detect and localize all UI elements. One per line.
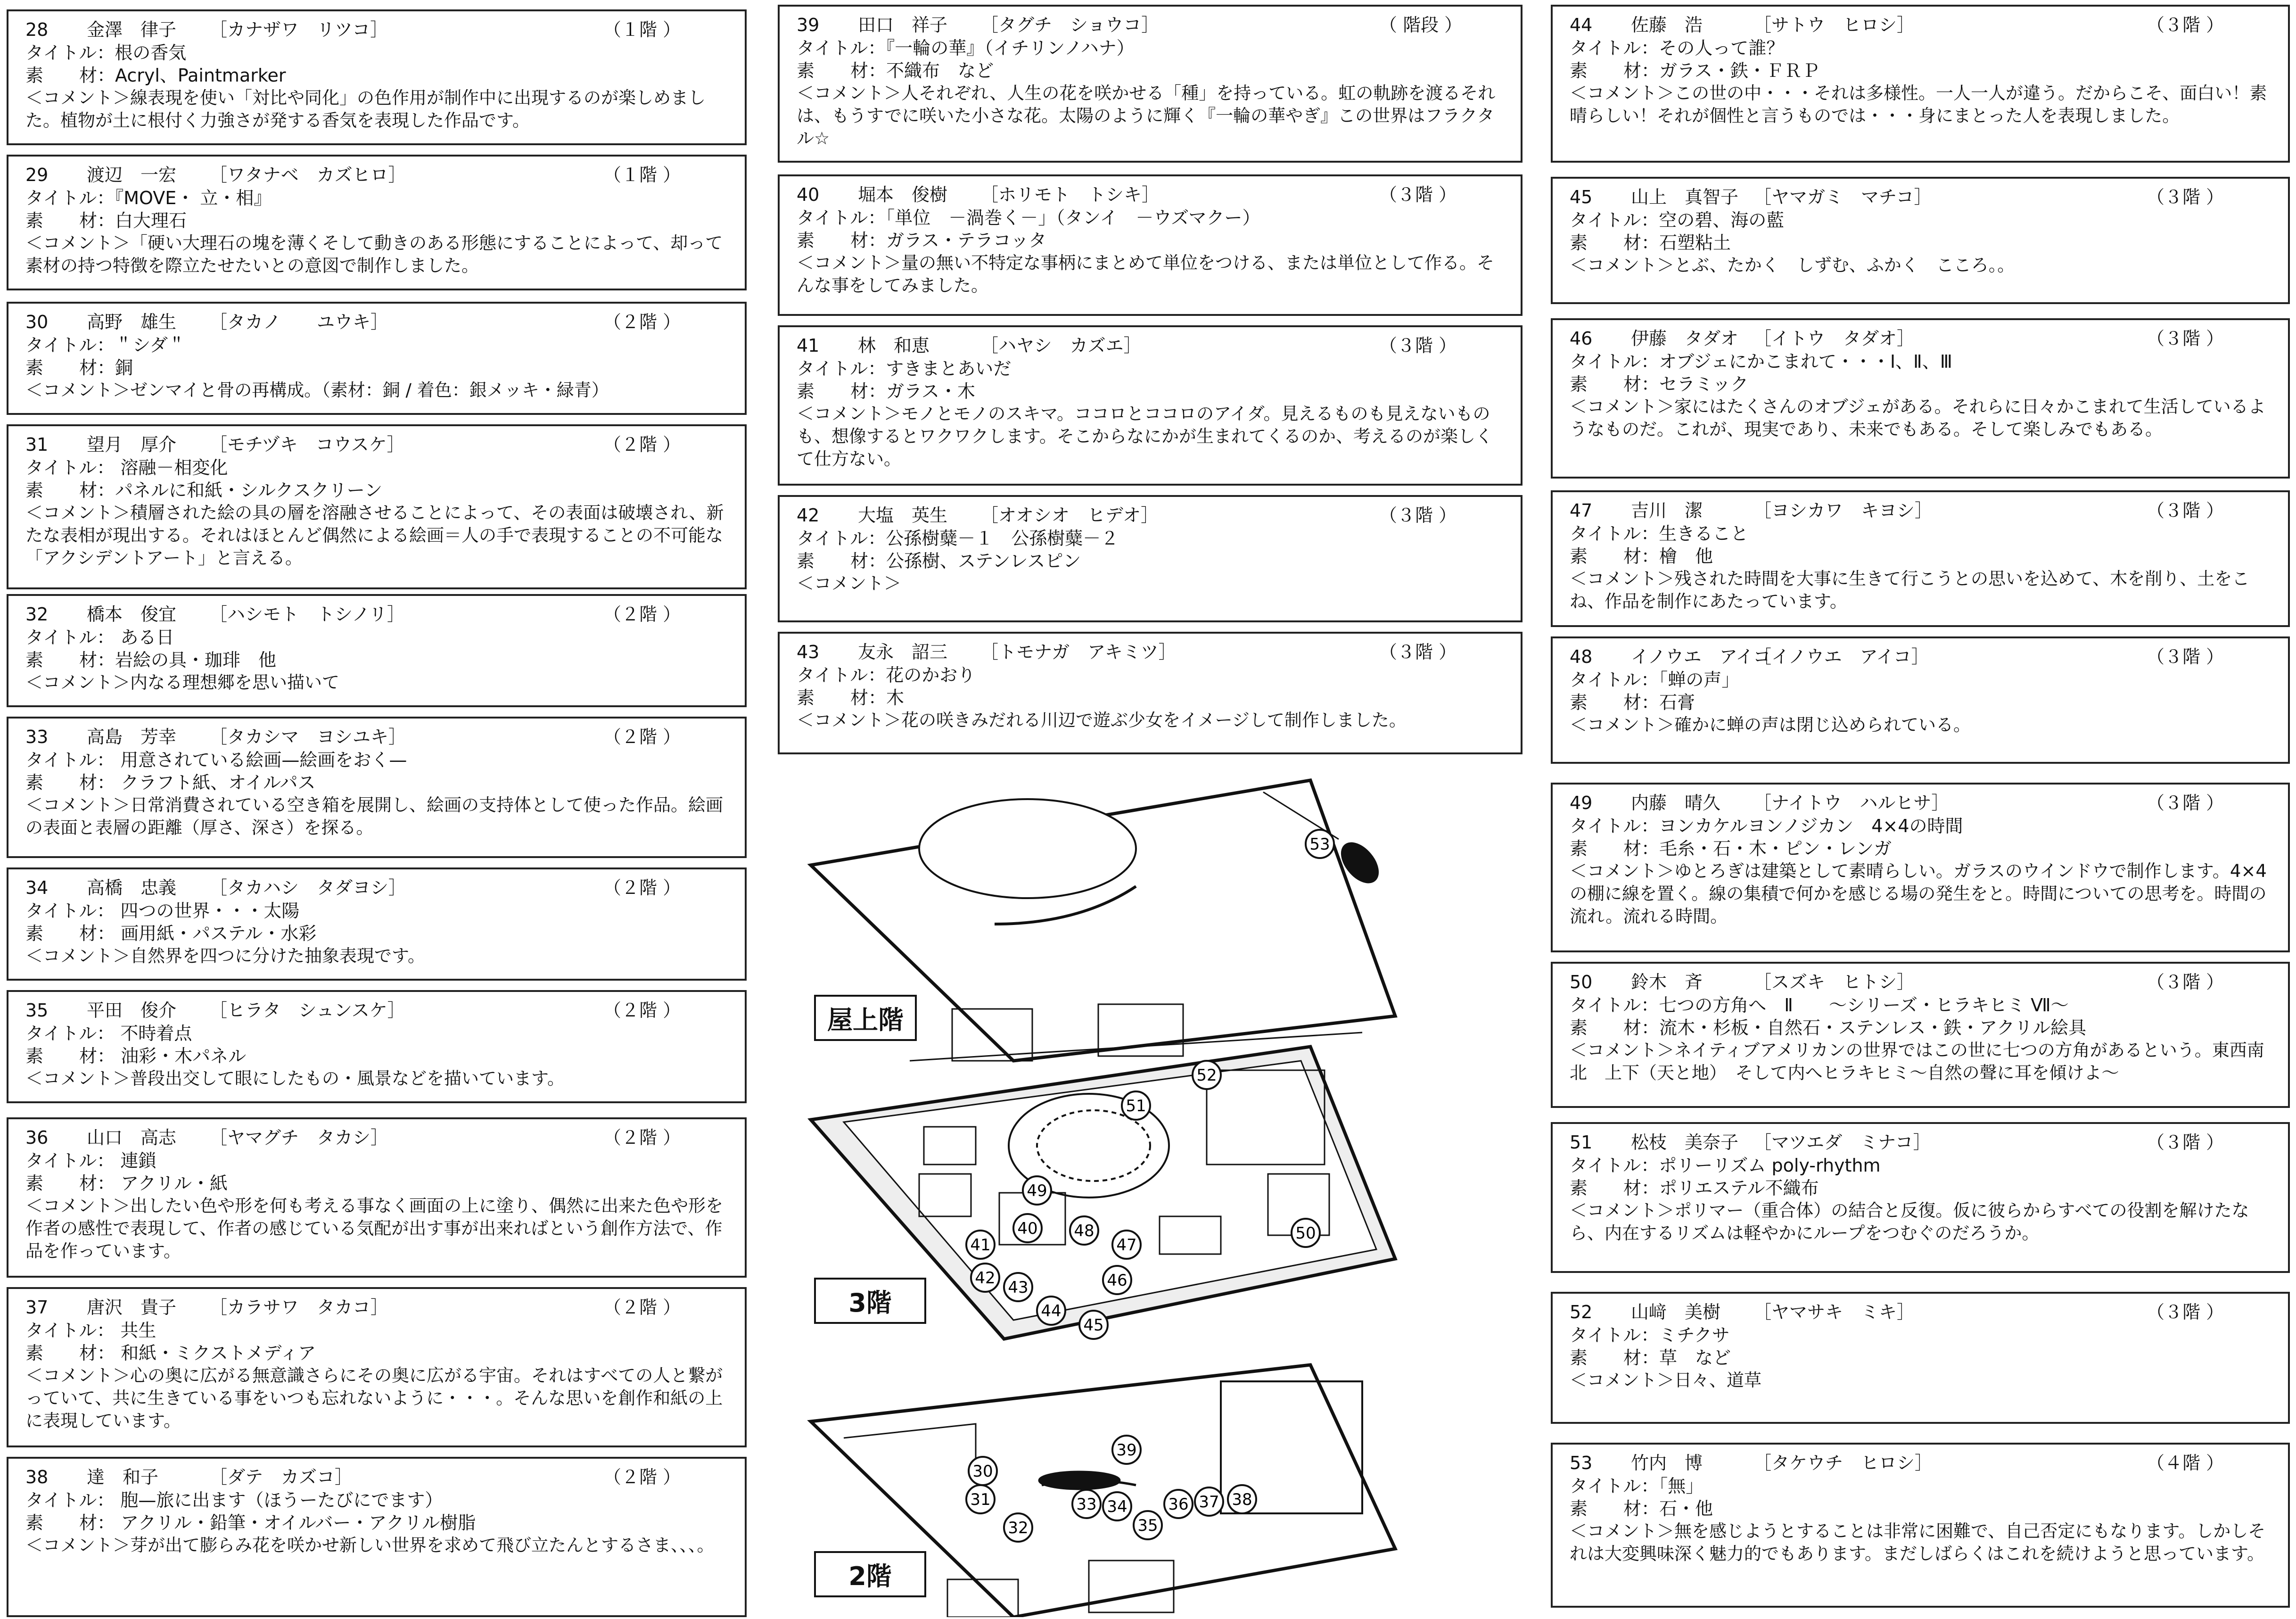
artist-entry-43	[778, 632, 1522, 754]
entry-header	[1570, 970, 2274, 994]
work-material: 素 材：ガラス・テラコッタ	[797, 230, 1047, 251]
artist-kana: ［サトウ ヒロシ］	[1753, 15, 1915, 35]
work-comment: ＜コメント＞ゼンマイと骨の再構成。（素材：銅 / 着色：銀メッキ・緑青）	[25, 380, 609, 400]
entry-header	[797, 183, 1506, 207]
artist-kana: ［スズキ ヒトシ］	[1753, 972, 1915, 992]
entry-number: 47	[1570, 500, 1593, 521]
artist-kana: ［ワタナベ カズヒロ］	[209, 165, 406, 185]
floor-label: （２階 ）	[603, 1127, 681, 1148]
work-material: 素 材： 油彩・木パネル	[25, 1046, 247, 1066]
map-marker-label-46: 46	[1107, 1271, 1127, 1290]
work-comment: ＜コメント＞普段出交して眼にしたもの・風景などを描いています。	[25, 1068, 565, 1089]
work-material: 素 材：公孫樹、ステンレスピン	[797, 551, 1081, 571]
entry-number: 50	[1570, 972, 1593, 992]
work-comment: ＜コメント＞量の無い不特定な事柄にまとめて単位をつける、または単位として作る。そんな事をしてみました。	[797, 253, 1494, 296]
work-title: タイトル： 四つの世界・・・太陽	[25, 900, 300, 921]
floor-label: （２階 ）	[603, 434, 681, 455]
work-material: 素 材：不織布 など	[797, 60, 994, 81]
artist-name: 友永 詔三	[858, 642, 948, 662]
work-title: タイトル： 共生	[25, 1320, 156, 1341]
artist-entry-31	[7, 424, 747, 589]
artist-name: 金澤 律子	[87, 19, 177, 40]
work-title: タイトル：ポリーリズム poly-rhythm	[1570, 1155, 1881, 1176]
artist-name: 佐藤 浩	[1631, 15, 1703, 35]
entry-number: 52	[1570, 1302, 1593, 1322]
map-marker-label-49: 49	[1027, 1181, 1047, 1200]
work-comment: ＜コメント＞積層された絵の具の層を溶融させることによって、その表面は破壊され、新たな表相が現出する。それはほとんど偶然による絵画＝人の手で表現することの不可能な「アクシデントアート」と言える。	[25, 503, 724, 568]
work-comment: ＜コメント＞無を感じようとすることは非常に困難で、自己否定にもなります。しかしそれは大変興味深く魅力的でもあります。まだしばらくはこれを続けようと思っています。	[1570, 1521, 2266, 1564]
entry-number: 34	[25, 877, 49, 898]
floor-label: （３階 ）	[1379, 335, 1457, 356]
entry-number: 30	[25, 312, 49, 332]
floor-label: （３階 ）	[2147, 646, 2224, 667]
entry-header	[1570, 645, 2274, 669]
work-comment: ＜コメント＞とぶ、たかく しずむ、ふかく こころ。。	[1570, 255, 2015, 275]
artist-name: 橋本 俊宜	[87, 604, 177, 625]
artist-name: 竹内 博	[1631, 1453, 1703, 1473]
entry-header	[25, 163, 731, 187]
map-marker-label-38: 38	[1232, 1490, 1252, 1509]
work-title: タイトル：『MOVE・ 立・相』	[25, 188, 272, 208]
work-material: 素 材：木	[797, 687, 905, 708]
floor-label: （３階 ）	[2147, 1132, 2224, 1153]
map-marker-label-36: 36	[1168, 1495, 1189, 1514]
entry-number: 43	[797, 642, 820, 662]
floor-label: （１階 ）	[603, 165, 681, 185]
artist-entry-38	[7, 1457, 747, 1617]
work-comment: ＜コメント＞ポリマー（重合体）の結合と反復。仮に彼らからすべての役割を解けたなら、内在するリズムは軽やかにループをつむぐのだろうか。	[1570, 1200, 2249, 1243]
artist-kana: ［モチヅキ コウスケ］	[209, 434, 405, 455]
artist-kana: ［ナイトウ ハルヒサ］	[1753, 793, 1950, 813]
artist-name: 渡辺 一宏	[87, 165, 177, 185]
map-marker-label-37: 37	[1199, 1493, 1219, 1512]
work-comment: ＜コメント＞モノとモノのスキマ。ココロとココロのアイダ。見えるものも見えないものも、想像するとワクワクします。そこからなにかが生まれてくるのか、考えるのが楽しくて仕方ない。	[797, 404, 1493, 469]
artist-entry-47	[1551, 490, 2290, 627]
artist-entry-29	[7, 155, 747, 290]
artist-entry-45	[1551, 177, 2290, 304]
work-title: タイトル：『一輪の華』（イチリンノハナ）	[797, 38, 1135, 58]
work-material: 素 材：銅	[25, 357, 133, 378]
floor-label: （３階 ）	[2147, 15, 2224, 35]
artist-entry-34	[7, 867, 747, 981]
work-material: 素 材：ガラス・鉄・ＦＲＰ	[1570, 60, 1820, 81]
work-comment: ＜コメント＞自然界を四つに分けた抽象表現です。	[25, 946, 426, 966]
floor-label: （２階 ）	[603, 1467, 681, 1487]
map-marker-label-53: 53	[1309, 835, 1330, 854]
work-comment: ＜コメント＞心の奥に広がる無意識さらにその奥に広がる宇宙。それはすべての人と繋がっていて、共に生きている事をいつも忘れないように・・・。そんな思いを創作和紙の上に表現しています。	[25, 1365, 723, 1431]
map-marker-label-32: 32	[1008, 1519, 1029, 1537]
artist-kana: ［マツエダ ミナコ］	[1753, 1132, 1931, 1153]
floor-label: （２階 ）	[603, 877, 681, 898]
work-material: 素 材：石・他	[1570, 1498, 1713, 1519]
entry-header	[797, 640, 1506, 664]
entry-header	[1570, 13, 2274, 37]
artist-entry-42	[778, 495, 1522, 622]
work-comment: ＜コメント＞日常消費されている空き箱を展開し、絵画の支持体として使った作品。絵画の表面と表層の距離（厚さ、深さ）を探る。	[25, 795, 723, 838]
floor-label-3f: 3階	[814, 1278, 926, 1324]
artist-kana: ［ヨシカワ キヨシ］	[1753, 500, 1933, 521]
work-title: タイトル：＂シダ＂	[25, 335, 186, 355]
artist-kana: ［イノウエ アイコ］	[1753, 646, 1929, 667]
work-title: タイトル：公孫樹糵－１ 公孫樹糵－２	[797, 528, 1119, 549]
entry-header	[25, 999, 731, 1022]
work-title: タイトル： 連鎖	[25, 1150, 156, 1171]
entry-number: 35	[25, 1000, 49, 1021]
entry-number: 49	[1570, 793, 1593, 813]
artist-name: 堀本 俊樹	[858, 184, 948, 205]
artist-kana: ［タカハシ タダヨシ］	[209, 877, 407, 898]
entry-number: 32	[25, 604, 49, 625]
artist-kana: ［ヤマグチ タカシ］	[209, 1127, 389, 1148]
entry-header	[25, 876, 731, 900]
work-material: 素 材：岩絵の具・珈琲 他	[25, 650, 277, 670]
work-title: タイトル：ヨンカケルヨンノジカン 4×4の時間	[1570, 816, 1963, 836]
work-title: タイトル：空の碧、海の藍	[1570, 210, 1785, 231]
entry-header	[1570, 1131, 2274, 1154]
entry-header	[797, 504, 1506, 527]
entry-number: 42	[797, 505, 820, 526]
work-material: 素 材： 画用紙・パステル・水彩	[25, 923, 317, 944]
artist-entry-49	[1551, 783, 2290, 952]
work-comment: ＜コメント＞この世の中・・・それは多様性。一人一人が違う。だからこそ、面白い！素晴らしい！それが個性と言うものでは・・・身にまとった人を表現しました。	[1570, 83, 2267, 126]
floor-label: （３階 ）	[2147, 187, 2224, 207]
entry-header	[1570, 499, 2274, 522]
floor-label: （２階 ）	[603, 1297, 681, 1318]
entry-number: 31	[25, 434, 49, 455]
artist-kana: ［ホリモト トシキ］	[980, 184, 1160, 205]
entry-number: 37	[25, 1297, 49, 1318]
entry-number: 39	[797, 15, 820, 35]
artist-entry-50	[1551, 962, 2290, 1108]
artist-kana: ［タグチ ショウコ］	[980, 15, 1160, 35]
work-comment: ＜コメント＞確かに蝉の声は閉じ込められている。	[1570, 715, 1971, 735]
work-comment: ＜コメント＞日々、道草	[1570, 1370, 1761, 1390]
map-marker-label-40: 40	[1017, 1219, 1038, 1238]
work-title: タイトル：七つの方角へ Ⅱ ～シリーズ・ヒラキヒミ Ⅶ～	[1570, 995, 2069, 1016]
map-marker-label-31: 31	[970, 1490, 991, 1509]
entry-number: 46	[1570, 328, 1593, 349]
entry-number: 48	[1570, 646, 1593, 667]
entry-number: 36	[25, 1127, 49, 1148]
work-title: タイトル：「単位 －渦巻く－」（タンイ －ウズマクー）	[797, 207, 1260, 228]
floor-label: （３階 ）	[2147, 972, 2224, 992]
work-title: タイトル：すきまとあいだ	[797, 358, 1012, 379]
artist-name: 平田 俊介	[87, 1000, 177, 1021]
artist-name: イノウエ アイコ	[1631, 646, 1771, 667]
work-comment: ＜コメント＞残された時間を大事に生きて行こうとの思いを込めて、木を削り、土をこね、作品を制作にあたっています。	[1570, 569, 2250, 611]
map-marker-label-43: 43	[1008, 1278, 1029, 1297]
artist-kana: ［タカシマ ヨシユキ］	[209, 727, 407, 747]
floor-label: （２階 ）	[603, 1000, 681, 1021]
entry-header	[1570, 791, 2274, 815]
artist-name: 田口 祥子	[858, 15, 948, 35]
entry-header	[797, 334, 1506, 357]
work-material: 素 材：毛糸・石・木・ピン・レンガ	[1570, 838, 1892, 859]
work-material: 素 材：パネルに和紙・シルクスクリーン	[25, 480, 383, 501]
entry-number: 51	[1570, 1132, 1593, 1153]
entry-header	[25, 1465, 731, 1489]
floor-label: （３階 ）	[1379, 184, 1457, 205]
artist-name: 大塩 英生	[858, 505, 948, 526]
map-marker-label-42: 42	[975, 1269, 996, 1288]
work-title: タイトル：その人って誰？	[1570, 38, 1785, 58]
work-material: 素 材：草 など	[1570, 1347, 1731, 1368]
artist-name: 山上 真智子	[1631, 187, 1739, 207]
work-comment: ＜コメント＞線表現を使い「対比や同化」の色作用が制作中に出現するのが楽しめました。植物が土に根付く力強さが発する香気を表現した作品です。	[25, 88, 706, 131]
artist-kana: ［カナザワ リツコ］	[209, 19, 388, 40]
artist-kana: ［ヤマサキ ミキ］	[1753, 1302, 1915, 1322]
artist-name: 望月 厚介	[87, 434, 177, 455]
entry-number: 41	[797, 335, 820, 356]
work-comment: ＜コメント＞ネイティブアメリカンの世界ではこの世に七つの方角があるという。東西南北 上下（天と地） そして内へヒラキヒミ～自然の聲に耳を傾けよ～	[1570, 1040, 2264, 1083]
entry-header	[1570, 185, 2274, 209]
work-material: 素 材：ガラス・木	[797, 381, 975, 402]
work-title: タイトル： 不時着点	[25, 1023, 192, 1044]
artist-kana: ［タカノ ユウキ］	[209, 312, 389, 332]
work-material: 素 材： アクリル・紙	[25, 1173, 228, 1194]
artist-name: 林 和恵	[858, 335, 930, 356]
floor-label: （１階 ）	[603, 19, 681, 40]
work-comment: ＜コメント＞出したい色や形を何も考える事なく画面の上に塗り、偶然に出来た色や形を作者の感性で表現して、作者の感じている気配が出す事が出来ればという創作方法で、作品を作っています。	[25, 1196, 723, 1261]
artist-name: 内藤 晴久	[1631, 793, 1721, 813]
floor-label: （３階 ）	[1379, 505, 1457, 526]
work-title: タイトル：生きること	[1570, 523, 1749, 544]
entry-number: 40	[797, 184, 820, 205]
floor-label: （４階 ）	[2147, 1453, 2224, 1473]
work-title: タイトル：ミチクサ	[1570, 1325, 1730, 1346]
work-material: 素 材： 和紙・ミクストメディア	[25, 1343, 316, 1363]
map-marker-label-33: 33	[1076, 1495, 1097, 1514]
entry-header	[25, 603, 731, 626]
artist-kana: ［カラサワ タカコ］	[209, 1297, 389, 1318]
floor-label: （２階 ）	[603, 312, 681, 332]
map-marker-label-34: 34	[1107, 1497, 1127, 1516]
entry-number: 28	[25, 19, 49, 40]
work-comment: ＜コメント＞芽が出て膨らみ花を咲かせ新しい世界を求めて飛び立たんとするさま、、、。	[25, 1535, 715, 1555]
work-comment: ＜コメント＞内なる理想郷を思い描いて	[25, 672, 339, 693]
artist-name: 山口 高志	[87, 1127, 177, 1148]
work-title: タイトル： ある日	[25, 627, 174, 648]
third-floor-plan	[811, 1047, 1395, 1339]
entry-number: 45	[1570, 187, 1593, 207]
entry-number: 53	[1570, 1453, 1593, 1473]
artist-kana: ［ハヤシ カズエ］	[980, 335, 1142, 356]
floor-label: （３階 ）	[2147, 500, 2224, 521]
floor-map	[797, 768, 1551, 1617]
entry-header	[25, 18, 731, 41]
artist-entry-40	[778, 174, 1522, 316]
artist-entry-44	[1551, 5, 2290, 163]
work-material: 素 材：白大理石	[25, 210, 187, 231]
artist-entry-37	[7, 1287, 747, 1447]
map-marker-label-51: 51	[1126, 1097, 1146, 1115]
work-material: 素 材：石膏	[1570, 692, 1695, 713]
second-floor-plan	[811, 1365, 1395, 1617]
entry-header	[25, 310, 731, 334]
entry-number: 29	[25, 165, 49, 185]
work-comment: ＜コメント＞ゆとろぎは建築として素晴らしい。ガラスのウインドウで制作します。4×4の棚に線を置く。線の集積で何かを感じる場の発生をと。時間についての思考を。時間の流れ。流れる時間。	[1570, 861, 2267, 926]
floor-label: （３階 ）	[2147, 1302, 2224, 1322]
map-marker-label-48: 48	[1074, 1222, 1095, 1240]
work-title: タイトル： 溶融－相変化	[25, 457, 228, 478]
map-marker-label-30: 30	[972, 1462, 993, 1481]
work-comment: ＜コメント＞「硬い大理石の塊を薄くそして動きのある形態にすることによって、却って素材の持つ特徴を際立たせたいとの意図で制作しました。	[25, 233, 723, 276]
floor-label: （２階 ）	[603, 604, 681, 625]
work-title: タイトル：「無」	[1570, 1476, 1704, 1496]
floor-label: （３階 ）	[1379, 642, 1457, 662]
artist-name: 鈴木 斉	[1631, 972, 1703, 992]
work-material: 素 材：檜 他	[1570, 546, 1713, 567]
artist-name: 高島 芳幸	[87, 727, 177, 747]
work-material: 素 材：Acryl、Paintmarker	[25, 65, 286, 86]
artist-name: 高野 雄生	[87, 312, 177, 332]
work-title: タイトル：根の香気	[25, 42, 187, 63]
artist-entry-28	[7, 9, 747, 145]
work-title: タイトル： 用意されている絵画—絵画をおく—	[25, 750, 407, 770]
work-comment: ＜コメント＞家にはたくさんのオブジェがある。それらに日々かこまれて生活しているようなものだ。これが、現実であり、未来でもある。そして楽しみでもある。	[1570, 396, 2266, 439]
floor-label: （３階 ）	[2147, 793, 2224, 813]
artist-name: 松枝 美奈子	[1631, 1132, 1739, 1153]
map-marker-label-47: 47	[1116, 1236, 1137, 1255]
map-marker-label-50: 50	[1295, 1224, 1316, 1243]
entry-header	[1570, 327, 2274, 350]
floor-label-roof: 屋上階	[814, 995, 917, 1041]
map-marker-label-35: 35	[1137, 1516, 1158, 1535]
entry-header	[25, 1126, 731, 1149]
floor-label: （２階 ）	[603, 727, 681, 747]
entry-header	[1570, 1300, 2274, 1324]
work-comment: ＜コメント＞	[797, 573, 901, 594]
artist-kana: ［イトウ タダオ］	[1753, 328, 1915, 349]
artist-kana: ［ダテ カズコ］	[209, 1467, 353, 1487]
artist-entry-36	[7, 1117, 747, 1278]
artist-kana: ［ヤマガミ マチコ］	[1753, 187, 1932, 207]
artist-entry-39	[778, 5, 1522, 163]
map-marker-label-44: 44	[1041, 1302, 1062, 1321]
work-title: タイトル：花のかおり	[797, 665, 976, 686]
artist-entry-35	[7, 990, 747, 1103]
artist-entry-32	[7, 594, 747, 707]
work-material: 素 材：ポリエステル不織布	[1570, 1178, 1819, 1198]
work-material: 素 材：石塑粘土	[1570, 232, 1731, 253]
artist-kana: ［タケウチ ヒロシ］	[1753, 1453, 1933, 1473]
map-marker-label-41: 41	[970, 1236, 991, 1255]
entry-number: 38	[25, 1467, 49, 1487]
work-comment: ＜コメント＞花の咲きみだれる川辺で遊ぶ少女をイメージして制作しました。	[797, 710, 1407, 730]
artist-name: 吉川 潔	[1631, 500, 1703, 521]
artist-entry-52	[1551, 1292, 2290, 1424]
entry-number: 44	[1570, 15, 1593, 35]
artist-entry-41	[778, 325, 1522, 486]
floor-label: （ 階段 ）	[1379, 15, 1463, 35]
artist-entry-46	[1551, 318, 2290, 479]
map-marker-label-39: 39	[1116, 1441, 1137, 1460]
work-material: 素 材： クラフト紙、オイルパス	[25, 772, 316, 793]
artist-name: 高橋 忠義	[87, 877, 177, 898]
map-marker-label-45: 45	[1083, 1316, 1104, 1335]
entry-header	[797, 13, 1506, 37]
entry-number: 33	[25, 727, 49, 747]
artist-kana: ［オオシオ ヒデオ］	[980, 505, 1159, 526]
artist-entry-48	[1551, 636, 2290, 764]
artist-name: 達 和子	[87, 1467, 159, 1487]
entry-header	[25, 433, 731, 456]
roof-markers	[1306, 830, 1334, 858]
work-comment: ＜コメント＞人それぞれ、人生の花を咲かせる「種」を持っている。虹の軌跡を渡るそれは、もうすでに咲いた小さな花。太陽のように輝く『一輪の華やぎ』この世界はフラクタル☆	[797, 83, 1496, 149]
artist-kana: ［ハシモト トシノリ］	[209, 604, 405, 625]
work-material: 素 材： アクリル・鉛筆・オイルバー・アクリル樹脂	[25, 1512, 476, 1533]
map-marker-label-52: 52	[1196, 1066, 1217, 1085]
work-title: タイトル： 胞—旅に出ます（ほうーたびにでます）	[25, 1490, 443, 1511]
artist-entry-53	[1551, 1443, 2290, 1608]
artist-kana: ［トモナガ アキミツ］	[980, 642, 1177, 662]
entry-header	[1570, 1451, 2274, 1475]
floor-label-2f: 2階	[814, 1551, 926, 1597]
artist-name: 伊藤 タダオ	[1631, 328, 1739, 349]
entry-header	[25, 1296, 731, 1319]
roof-floor-plan	[811, 780, 1395, 1061]
artist-entry-33	[7, 717, 747, 858]
work-title: タイトル：オブジェにかこまれて・・・Ⅰ、Ⅱ、Ⅲ	[1570, 351, 1952, 372]
entry-header	[25, 725, 731, 749]
work-title: タイトル：「蝉の声」	[1570, 669, 1740, 690]
artist-name: 山﨑 美樹	[1631, 1302, 1721, 1322]
artist-entry-51	[1551, 1122, 2290, 1273]
work-material: 素 材：セラミック	[1570, 374, 1749, 395]
work-material: 素 材：流木・杉板・自然石・ステンレス・鉄・アクリル絵具	[1570, 1017, 2087, 1038]
artist-kana: ［ヒラタ シュンスケ］	[209, 1000, 405, 1021]
artist-name: 唐沢 貴子	[87, 1297, 177, 1318]
floor-label: （３階 ）	[2147, 328, 2224, 349]
artist-entry-30	[7, 302, 747, 415]
